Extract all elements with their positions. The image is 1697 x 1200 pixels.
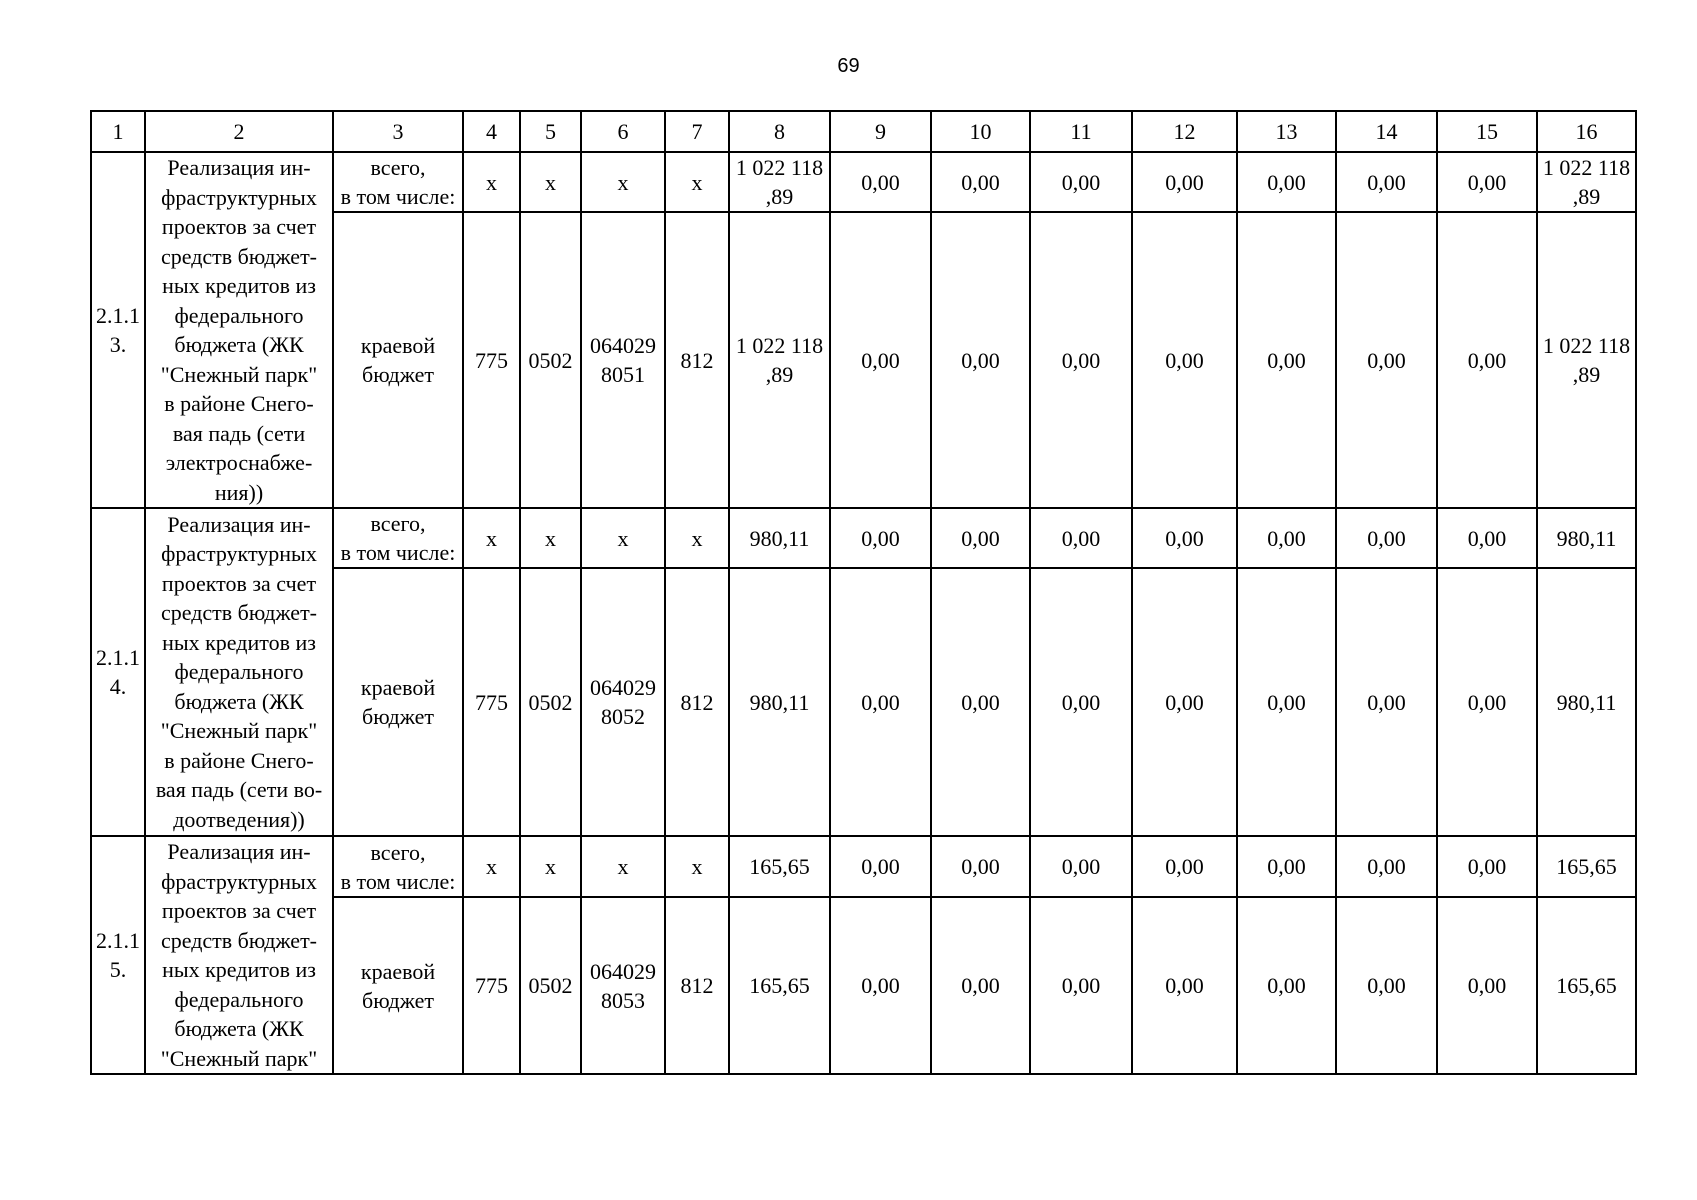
column-header: 14	[1336, 111, 1437, 152]
amount-cell: 0,00	[1336, 897, 1437, 1074]
funding-source: краевой бюджет	[333, 568, 463, 836]
table-cell: 0502	[520, 897, 581, 1074]
amount-cell: 0,00	[1437, 508, 1537, 568]
table-cell: х	[463, 836, 520, 897]
amount-cell: 0,00	[1437, 152, 1537, 212]
amount-cell: 1 022 118 ,89	[729, 152, 830, 212]
table-cell: 0502	[520, 568, 581, 836]
table-cell: 0502	[520, 212, 581, 508]
amount-cell: 0,00	[1030, 897, 1132, 1074]
column-header: 5	[520, 111, 581, 152]
amount-cell: 0,00	[1437, 212, 1537, 508]
amount-cell: 0,00	[830, 897, 931, 1074]
amount-cell: 0,00	[1132, 212, 1237, 508]
amount-cell: 0,00	[1237, 568, 1336, 836]
table-cell: х	[581, 508, 665, 568]
amount-cell: 0,00	[1030, 152, 1132, 212]
amount-cell: 0,00	[1437, 836, 1537, 897]
amount-cell: 980,11	[729, 508, 830, 568]
amount-cell: 0,00	[830, 152, 931, 212]
funding-source: всего, в том числе:	[333, 508, 463, 568]
column-header: 9	[830, 111, 931, 152]
column-header: 1	[91, 111, 145, 152]
header-row	[91, 111, 1636, 152]
table-cell: 812	[665, 212, 729, 508]
amount-cell: 0,00	[1030, 212, 1132, 508]
amount-cell: 0,00	[931, 568, 1030, 836]
amount-cell: 0,00	[830, 508, 931, 568]
amount-cell: 980,11	[1537, 568, 1636, 836]
column-header: 11	[1030, 111, 1132, 152]
amount-cell: 0,00	[1336, 152, 1437, 212]
amount-cell: 0,00	[1336, 508, 1437, 568]
amount-cell: 0,00	[1336, 212, 1437, 508]
table-cell: 775	[463, 897, 520, 1074]
funding-source: краевой бюджет	[333, 897, 463, 1074]
column-header: 2	[145, 111, 333, 152]
table-cell: х	[665, 836, 729, 897]
amount-cell: 0,00	[931, 152, 1030, 212]
amount-cell: 0,00	[1237, 152, 1336, 212]
column-header: 15	[1437, 111, 1537, 152]
item-code: 2.1.1 4.	[91, 508, 145, 836]
column-header: 6	[581, 111, 665, 152]
budget-table	[90, 110, 1637, 1075]
amount-cell: 0,00	[1237, 897, 1336, 1074]
funding-source: всего, в том числе:	[333, 152, 463, 212]
column-header: 12	[1132, 111, 1237, 152]
column-header: 10	[931, 111, 1030, 152]
amount-cell: 0,00	[1336, 568, 1437, 836]
table-cell: х	[520, 836, 581, 897]
item-name: Реализация ин- фраструктурных проектов за счет средств бюджет- ных кредитов из федерального бюджета (ЖК "Снежный парк"	[145, 836, 333, 1074]
table-cell: х	[520, 152, 581, 212]
column-header: 16	[1537, 111, 1636, 152]
amount-cell: 980,11	[729, 568, 830, 836]
amount-cell: 0,00	[1237, 836, 1336, 897]
column-header: 13	[1237, 111, 1336, 152]
amount-cell: 165,65	[1537, 897, 1636, 1074]
item-code: 2.1.1 5.	[91, 836, 145, 1074]
amount-cell: 0,00	[1437, 568, 1537, 836]
amount-cell: 1 022 118 ,89	[1537, 152, 1636, 212]
column-header: 7	[665, 111, 729, 152]
table-row-total	[91, 836, 1636, 897]
table-cell: 064029 8053	[581, 897, 665, 1074]
amount-cell: 0,00	[931, 897, 1030, 1074]
amount-cell: 0,00	[1237, 508, 1336, 568]
table-cell: х	[463, 508, 520, 568]
item-name: Реализация ин- фраструктурных проектов за счет средств бюджет- ных кредитов из федерального бюджета (ЖК "Снежный парк" в районе Снего- вая падь (сети во- доотведения))	[145, 508, 333, 836]
amount-cell: 0,00	[1132, 897, 1237, 1074]
amount-cell: 0,00	[1030, 508, 1132, 568]
item-name: Реализация ин- фраструктурных проектов за счет средств бюджет- ных кредитов из федерального бюджета (ЖК "Снежный парк" в районе Снего- вая падь (сети электроснабже- ния))	[145, 152, 333, 508]
amount-cell: 0,00	[1132, 836, 1237, 897]
amount-cell: 0,00	[931, 212, 1030, 508]
funding-source: всего, в том числе:	[333, 836, 463, 897]
column-header: 3	[333, 111, 463, 152]
table-cell: 775	[463, 212, 520, 508]
amount-cell: 0,00	[1237, 212, 1336, 508]
amount-cell: 0,00	[830, 836, 931, 897]
amount-cell: 0,00	[931, 836, 1030, 897]
table-cell: 064029 8051	[581, 212, 665, 508]
amount-cell: 165,65	[729, 897, 830, 1074]
amount-cell: 0,00	[1336, 836, 1437, 897]
amount-cell: 1 022 118 ,89	[1537, 212, 1636, 508]
table-cell: 812	[665, 897, 729, 1074]
amount-cell: 1 022 118 ,89	[729, 212, 830, 508]
amount-cell: 0,00	[1030, 836, 1132, 897]
amount-cell: 0,00	[830, 568, 931, 836]
amount-cell: 0,00	[1132, 508, 1237, 568]
amount-cell: 980,11	[1537, 508, 1636, 568]
table-cell: х	[581, 836, 665, 897]
amount-cell: 165,65	[1537, 836, 1636, 897]
table-cell: 064029 8052	[581, 568, 665, 836]
amount-cell: 0,00	[1437, 897, 1537, 1074]
table-cell: х	[581, 152, 665, 212]
funding-source: краевой бюджет	[333, 212, 463, 508]
table-row-total	[91, 152, 1636, 212]
table-row-total	[91, 508, 1636, 568]
amount-cell: 0,00	[931, 508, 1030, 568]
item-code: 2.1.1 3.	[91, 152, 145, 508]
amount-cell: 165,65	[729, 836, 830, 897]
amount-cell: 0,00	[1132, 568, 1237, 836]
table-cell: х	[463, 152, 520, 212]
page-number: 69	[837, 55, 860, 77]
table-cell: х	[665, 508, 729, 568]
column-header: 8	[729, 111, 830, 152]
amount-cell: 0,00	[830, 212, 931, 508]
amount-cell: 0,00	[1132, 152, 1237, 212]
column-header: 4	[463, 111, 520, 152]
table-cell: 775	[463, 568, 520, 836]
table-cell: х	[520, 508, 581, 568]
table-cell: х	[665, 152, 729, 212]
amount-cell: 0,00	[1030, 568, 1132, 836]
table-cell: 812	[665, 568, 729, 836]
